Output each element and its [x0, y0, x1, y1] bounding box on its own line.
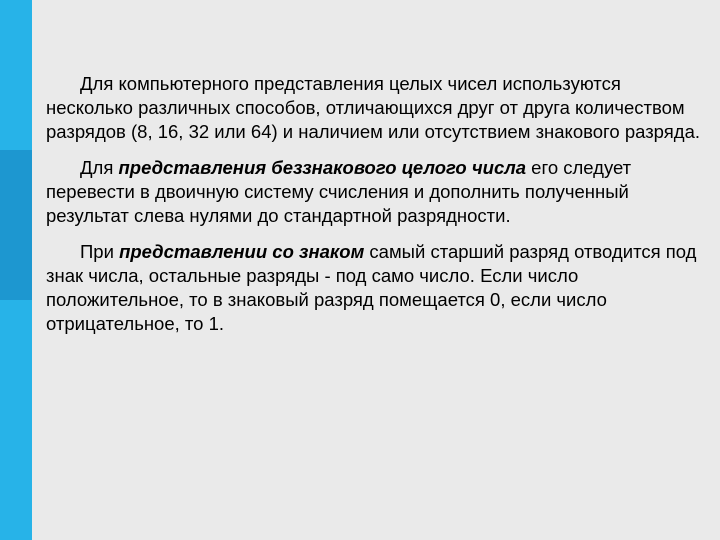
paragraph-unsigned-after: его следует перевести в двоичную систему счисления и дополнить полученный результат слева нулями до стандартной разрядности. — [46, 157, 632, 226]
sidebar-decoration — [0, 0, 32, 540]
sidebar-segment-bottom — [0, 300, 32, 540]
paragraph-signed — [46, 240, 706, 336]
paragraph-signed-after: самый старший разряд отводится под знак числа, остальные разряды - под само число. Если число положительное, то в знаковый разряд помещается 0, если число отрицательное, то 1. — [46, 241, 697, 334]
paragraph-signed-before: При — [80, 241, 120, 262]
paragraph-intro — [46, 72, 706, 144]
paragraph-unsigned — [46, 156, 706, 228]
text-block — [46, 72, 706, 348]
paragraph-intro-text: Для компьютерного представления целых чисел используются несколько различных способов, отличающихся друг от друга количеством разрядов (8, 16, 32 или 64) и наличием или отсутствием знакового разряда. — [46, 73, 700, 142]
sidebar-segment-middle — [0, 150, 32, 300]
slide-content — [32, 0, 720, 540]
paragraph-signed-emphasis: представлении со знаком — [119, 241, 365, 262]
paragraph-unsigned-emphasis: представления беззнакового целого числа — [118, 157, 527, 178]
paragraph-unsigned-before: Для — [80, 157, 119, 178]
sidebar-segment-top — [0, 0, 32, 150]
